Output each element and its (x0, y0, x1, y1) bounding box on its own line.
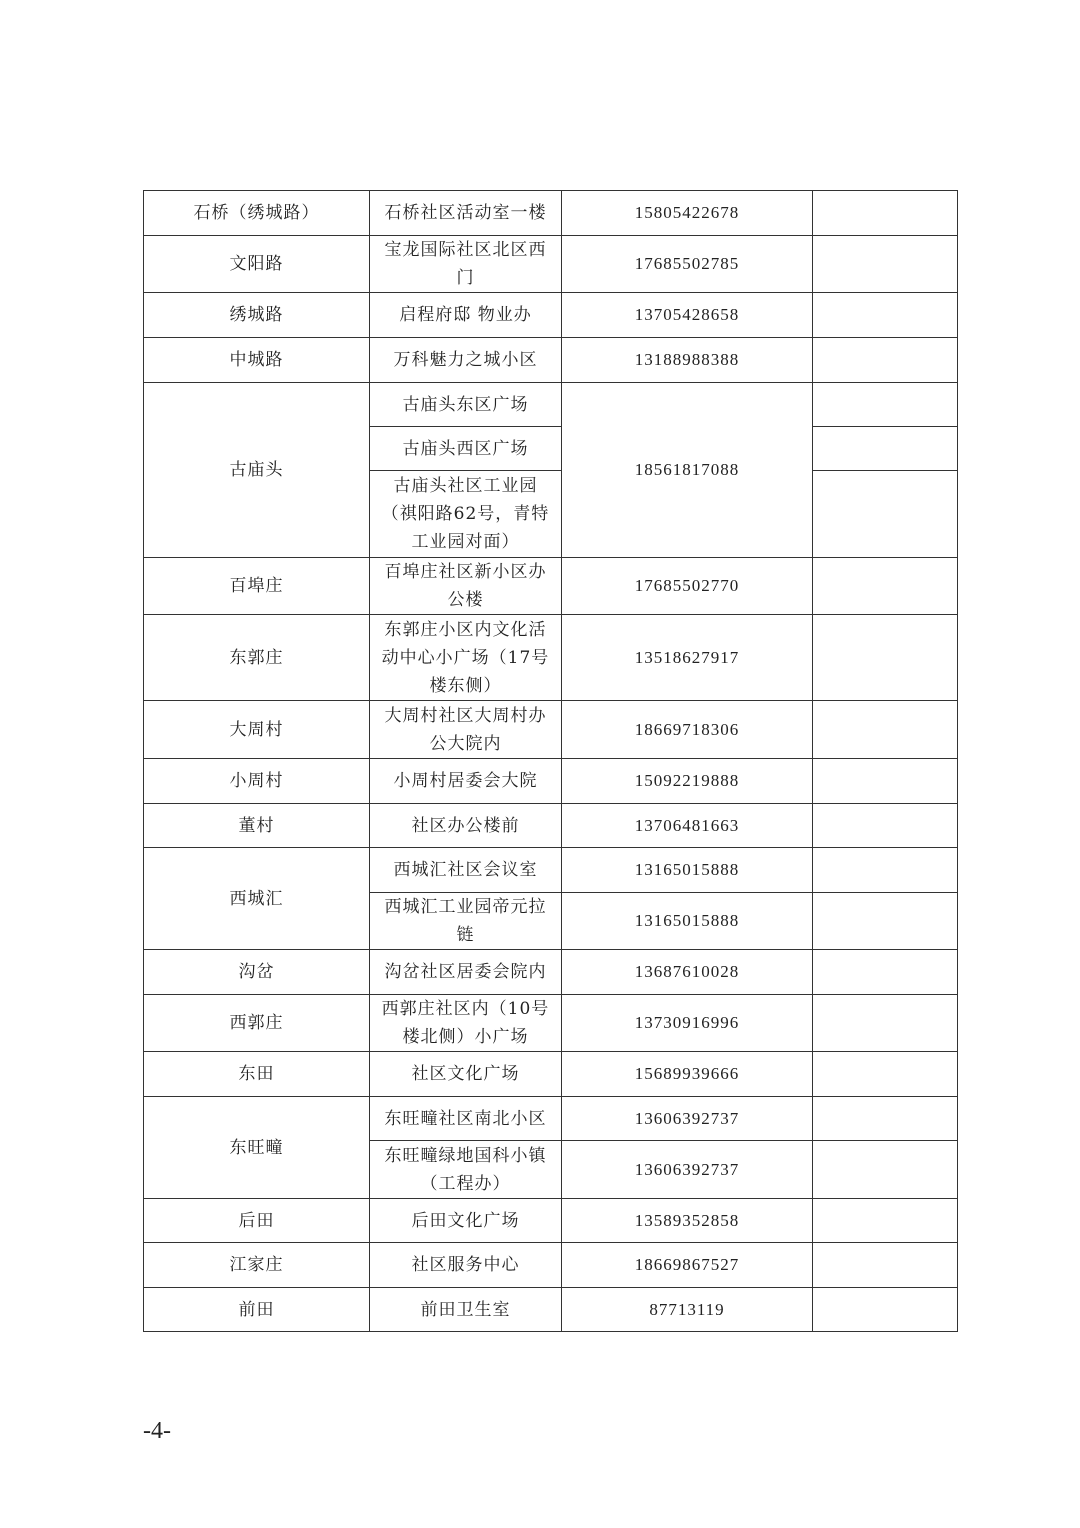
location-cell: 沟岔社区居委会院内 (370, 950, 562, 995)
community-cell: 文阳路 (144, 236, 370, 293)
community-cell: 小周村 (144, 759, 370, 804)
community-cell: 古庙头 (144, 383, 370, 558)
community-cell: 沟岔 (144, 950, 370, 995)
note-cell (813, 615, 958, 701)
note-cell (813, 471, 958, 558)
phone-cell: 13687610028 (562, 950, 813, 995)
note-cell (813, 1052, 958, 1097)
community-cell: 石桥（绣城路） (144, 191, 370, 236)
community-cell: 绣城路 (144, 293, 370, 338)
phone-cell: 13589352858 (562, 1199, 813, 1243)
community-cell: 江家庄 (144, 1243, 370, 1288)
note-cell (813, 893, 958, 950)
note-cell (813, 950, 958, 995)
note-cell (813, 191, 958, 236)
community-cell: 后田 (144, 1199, 370, 1243)
table-row (144, 1288, 958, 1332)
phone-cell: 18669718306 (562, 701, 813, 759)
note-cell (813, 383, 958, 427)
table-row (144, 1097, 958, 1141)
note-cell (813, 236, 958, 293)
phone-cell: 13730916996 (562, 995, 813, 1052)
community-cell: 西郭庄 (144, 995, 370, 1052)
note-cell (813, 1141, 958, 1199)
phone-cell: 15689939666 (562, 1052, 813, 1097)
note-cell (813, 701, 958, 759)
table-row (144, 1199, 958, 1243)
location-cell: 后田文化广场 (370, 1199, 562, 1243)
location-cell: 社区办公楼前 (370, 804, 562, 848)
phone-cell: 18561817088 (562, 383, 813, 558)
table-row (144, 558, 958, 615)
note-cell (813, 293, 958, 338)
note-cell (813, 804, 958, 848)
location-cell: 古庙头社区工业园（祺阳路62号，青特工业园对面） (370, 471, 562, 558)
phone-cell: 13705428658 (562, 293, 813, 338)
location-cell: 西城汇工业园帝元拉链 (370, 893, 562, 950)
table-row (144, 236, 958, 293)
location-cell: 万科魅力之城小区 (370, 338, 562, 383)
note-cell (813, 1288, 958, 1332)
phone-cell: 13518627917 (562, 615, 813, 701)
note-cell (813, 1097, 958, 1141)
location-cell: 社区服务中心 (370, 1243, 562, 1288)
phone-cell: 13606392737 (562, 1097, 813, 1141)
phone-cell: 17685502770 (562, 558, 813, 615)
location-cell: 小周村居委会大院 (370, 759, 562, 804)
note-cell (813, 1243, 958, 1288)
location-cell: 社区文化广场 (370, 1052, 562, 1097)
table-row (144, 701, 958, 759)
table-row (144, 338, 958, 383)
location-cell: 启程府邸 物业办 (370, 293, 562, 338)
table-row (144, 383, 958, 427)
phone-cell: 15092219888 (562, 759, 813, 804)
phone-cell: 13165015888 (562, 848, 813, 893)
community-cell: 董村 (144, 804, 370, 848)
location-cell: 东旺疃绿地国科小镇（工程办） (370, 1141, 562, 1199)
community-cell: 前田 (144, 1288, 370, 1332)
note-cell (813, 427, 958, 471)
note-cell (813, 1199, 958, 1243)
note-cell (813, 558, 958, 615)
note-cell (813, 759, 958, 804)
location-cell: 石桥社区活动室一楼 (370, 191, 562, 236)
location-cell: 东旺疃社区南北小区 (370, 1097, 562, 1141)
location-cell: 东郭庄小区内文化活动中心小广场（17号楼东侧） (370, 615, 562, 701)
phone-cell: 15805422678 (562, 191, 813, 236)
phone-cell: 13165015888 (562, 893, 813, 950)
phone-cell: 18669867527 (562, 1243, 813, 1288)
phone-cell: 87713119 (562, 1288, 813, 1332)
phone-cell: 17685502785 (562, 236, 813, 293)
location-cell: 大周村社区大周村办公大院内 (370, 701, 562, 759)
table-row (144, 1243, 958, 1288)
table-row (144, 1052, 958, 1097)
location-cell: 古庙头西区广场 (370, 427, 562, 471)
table-row (144, 804, 958, 848)
testing-sites-table (143, 190, 958, 1332)
community-cell: 西城汇 (144, 848, 370, 950)
note-cell (813, 848, 958, 893)
phone-cell: 13706481663 (562, 804, 813, 848)
phone-cell: 13606392737 (562, 1141, 813, 1199)
community-cell: 东郭庄 (144, 615, 370, 701)
community-cell: 中城路 (144, 338, 370, 383)
community-cell: 大周村 (144, 701, 370, 759)
note-cell (813, 995, 958, 1052)
location-cell: 西城汇社区会议室 (370, 848, 562, 893)
location-cell: 古庙头东区广场 (370, 383, 562, 427)
table-row (144, 191, 958, 236)
table-row (144, 759, 958, 804)
table-row (144, 950, 958, 995)
community-cell: 东田 (144, 1052, 370, 1097)
table-row (144, 293, 958, 338)
location-cell: 宝龙国际社区北区西门 (370, 236, 562, 293)
location-cell: 百埠庄社区新小区办公楼 (370, 558, 562, 615)
table-row (144, 615, 958, 701)
table-row (144, 848, 958, 893)
location-cell: 前田卫生室 (370, 1288, 562, 1332)
community-cell: 东旺疃 (144, 1097, 370, 1199)
page-number: -4- (143, 1418, 171, 1444)
phone-cell: 13188988388 (562, 338, 813, 383)
note-cell (813, 338, 958, 383)
location-cell: 西郭庄社区内（10号楼北侧）小广场 (370, 995, 562, 1052)
community-cell: 百埠庄 (144, 558, 370, 615)
table-row (144, 995, 958, 1052)
